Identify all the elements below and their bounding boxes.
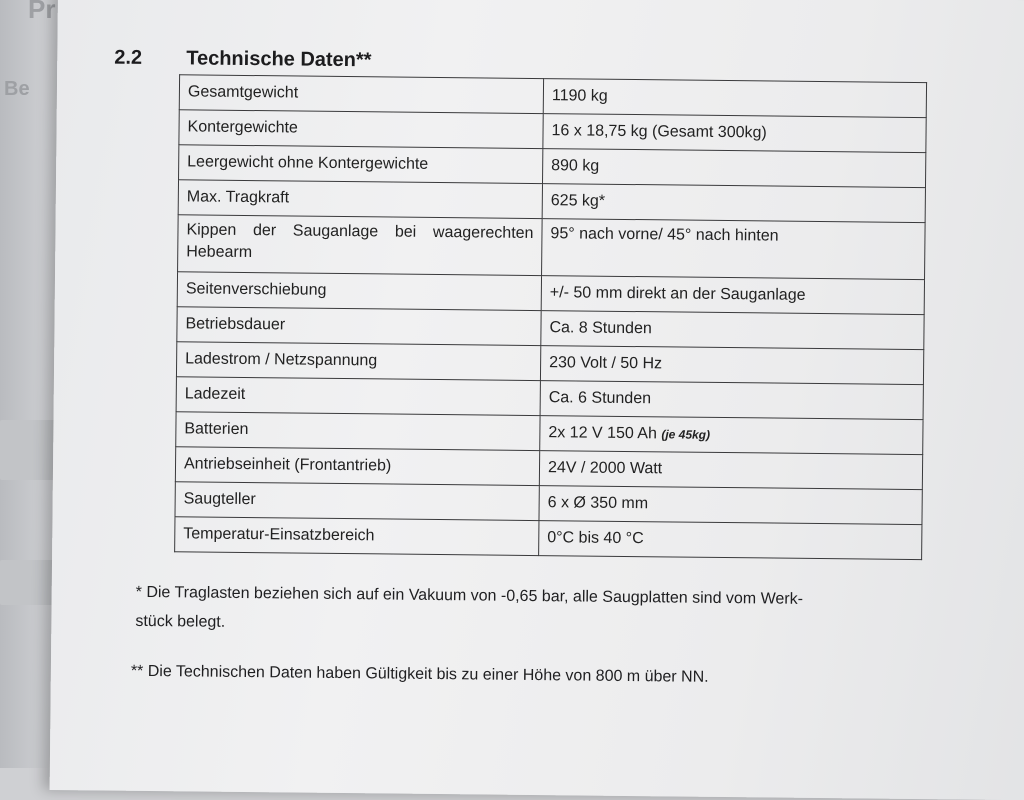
table-row bbox=[175, 517, 922, 560]
table-cell-value: 230 Volt / 50 Hz bbox=[540, 346, 923, 385]
table-cell-value: +/- 50 mm direkt an der Sauganlage bbox=[541, 276, 924, 315]
table-cell-value: 890 kg bbox=[542, 149, 925, 188]
table-cell-label: Temperatur-Einsatzbereich bbox=[175, 517, 539, 556]
background-text-fragment: Be bbox=[4, 78, 30, 100]
label-line: Hebearm bbox=[186, 243, 253, 262]
table-cell-value: 24V / 2000 Watt bbox=[539, 451, 922, 490]
table-cell-label: Kontergewichte bbox=[179, 110, 543, 149]
value-main: 2x 12 V 150 Ah bbox=[548, 424, 658, 443]
label-line-justified bbox=[186, 221, 533, 243]
label-word: Sauganlage bbox=[292, 222, 379, 241]
section-title: Technische Daten** bbox=[186, 47, 372, 72]
table-cell-label: Ladestrom / Netzspannung bbox=[176, 342, 540, 381]
table-cell-value: Ca. 6 Stunden bbox=[540, 381, 923, 420]
table-cell-label: Ladezeit bbox=[176, 377, 540, 416]
table-cell-label: Leergewicht ohne Kontergewichte bbox=[179, 145, 543, 184]
table-cell-label: Gesamtgewicht bbox=[179, 75, 543, 114]
table-cell-value: 16 x 18,75 kg (Gesamt 300kg) bbox=[543, 114, 926, 153]
footnote-gueltigkeit: ** Die Technischen Daten haben Gültigkeit bis zu einer Höhe von 800 m über NN. bbox=[130, 662, 709, 686]
label-word: bei bbox=[394, 223, 417, 241]
footnote-traglast bbox=[135, 578, 936, 644]
footnote-line: * Die Traglasten beziehen sich auf ein Vakuum von -0,65 bar, alle Saugplatten sind vom Werk- bbox=[135, 583, 804, 608]
table-cell-label: Batterien bbox=[176, 412, 540, 451]
table-cell-value: 625 kg* bbox=[542, 184, 925, 223]
label-word: der bbox=[252, 222, 277, 240]
table-cell-value bbox=[540, 416, 923, 455]
table-row bbox=[178, 215, 926, 280]
label-word: Kippen bbox=[186, 221, 237, 239]
table-cell-value: 1190 kg bbox=[543, 79, 926, 118]
document-page bbox=[50, 0, 1024, 800]
table-cell-value: 0°C bis 40 °C bbox=[539, 521, 922, 560]
table-cell-label bbox=[178, 215, 543, 276]
section-number: 2.2 bbox=[114, 46, 143, 69]
table-cell-label: Antriebseinheit (Frontantrieb) bbox=[175, 447, 539, 486]
value-note: (je 45kg) bbox=[661, 427, 711, 442]
technical-data-table bbox=[174, 74, 927, 560]
footnote-line: stück belegt. bbox=[135, 612, 226, 631]
label-word: waagerechten bbox=[432, 223, 534, 242]
table-cell-label: Betriebsdauer bbox=[177, 307, 541, 346]
table-cell-value: 95° nach vorne/ 45° nach hinten bbox=[542, 219, 926, 280]
table-cell-value: Ca. 8 Stunden bbox=[541, 311, 924, 350]
background-text-fragment: Pr bbox=[28, 0, 56, 24]
table-cell-label: Max. Tragkraft bbox=[178, 180, 542, 219]
background-block bbox=[0, 420, 60, 480]
table-cell-label: Saugteller bbox=[175, 482, 539, 521]
table-cell-value: 6 x Ø 350 mm bbox=[539, 486, 922, 525]
table-cell-label: Seitenverschiebung bbox=[177, 272, 541, 311]
